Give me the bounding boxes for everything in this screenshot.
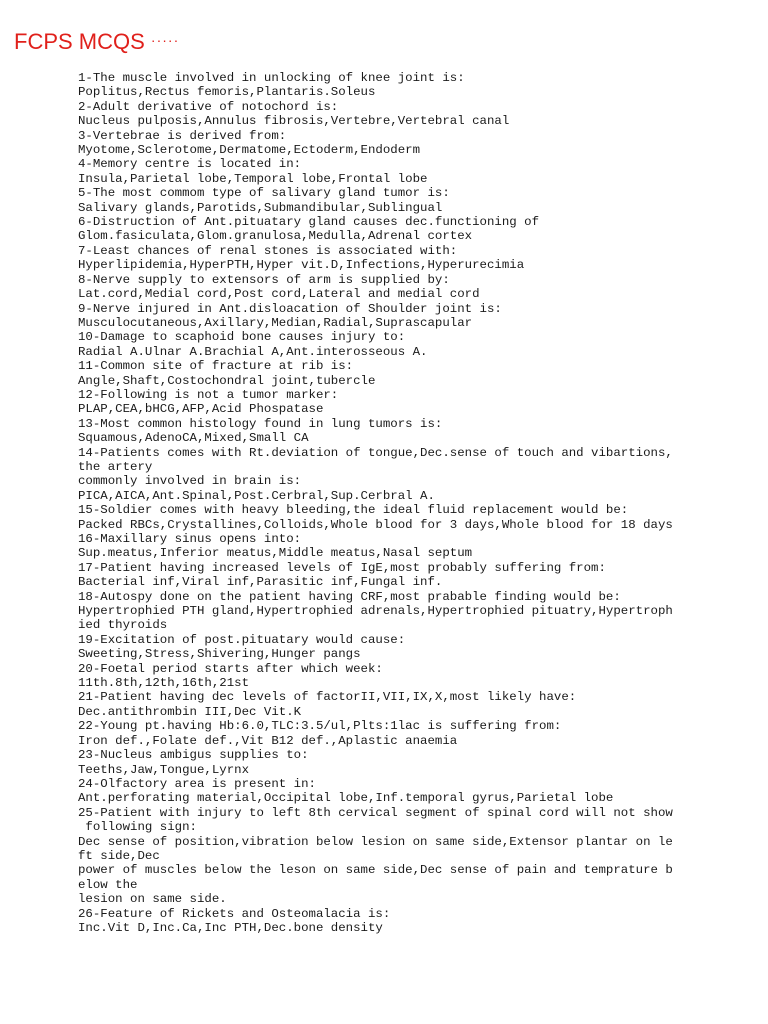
text-line: 25-Patient with injury to left 8th cervical segment of spinal cord will not show [78,805,673,820]
text-line: 11th.8th,12th,16th,21st [78,676,250,691]
text-line: 13-Most common histology found in lung tumors is: [78,416,443,431]
text-line: Sweeting,Stress,Shivering,Hunger pangs [78,647,361,662]
text-line: Myotome,Sclerotome,Dermatome,Ectoderm,Endoderm [78,143,421,158]
text-line: 26-Feature of Rickets and Osteomalacia is: [78,906,391,921]
text-line: following sign: [78,820,197,835]
text-line: 1-The muscle involved in unlocking of knee joint is: [78,71,465,85]
text-line: commonly involved in brain is: [78,474,302,489]
text-line: the artery [78,459,153,474]
text-line: power of muscles below the leson on same side,Dec sense of pain and temprature b [78,863,673,878]
text-line: Musculocutaneous,Axillary,Median,Radial,Suprascapular [78,315,473,330]
mcq-text-body [78,71,698,935]
text-line: 20-Foetal period starts after which week: [78,661,383,676]
page-title [14,26,179,56]
text-line: Dec.antithrombin III,Dec Vit.K [78,704,302,719]
text-line: 3-Vertebrae is derived from: [78,128,287,143]
text-line: 22-Young pt.having Hb:6.0,TLC:3.5/ul,Plts:1lac is suffering from: [78,719,562,734]
text-line: 2-Adult derivative of notochord is: [78,99,339,114]
text-line: 18-Autospy done on the patient having CRF,most prabable finding would be: [78,589,621,604]
text-line: 12-Following is not a tumor marker: [78,387,339,402]
text-line: 19-Excitation of post.pituatary would cause: [78,632,406,647]
text-line: Insula,Parietal lobe,Temporal lobe,Frontal lobe [78,171,428,186]
text-line: PICA,AICA,Ant.Spinal,Post.Cerbral,Sup.Cerbral A. [78,488,435,503]
text-line: Sup.meatus,Inferior meatus,Middle meatus,Nasal septum [78,546,473,561]
text-line: Teeths,Jaw,Tongue,Lyrnx [78,762,250,777]
text-line: Hypertrophied PTH gland,Hypertrophied adrenals,Hypertrophied pituatry,Hypertroph [78,604,673,619]
text-line: ied thyroids [78,618,168,633]
text-line: 4-Memory centre is located in: [78,157,302,172]
text-line: 14-Patients comes with Rt.deviation of tongue,Dec.sense of touch and vibartions, [78,445,673,460]
text-line: Angle,Shaft,Costochondral joint,tubercle [78,373,376,388]
text-line: 16-Maxillary sinus opens into: [78,532,302,546]
text-line: Glom.fasiculata,Glom.granulosa,Medulla,Adrenal cortex [78,229,473,244]
title-dots: ····· [150,32,180,48]
text-line: 15-Soldier comes with heavy bleeding,the ideal fluid replacement would be: [78,503,629,518]
text-line: Hyperlipidemia,HyperPTH,Hyper vit.D,Infections,Hyperurecimia [78,258,525,273]
text-line: 5-The most commom type of salivary gland tumor is: [78,186,450,201]
text-line: 11-Common site of fracture at rib is: [78,359,354,374]
text-line: Nucleus pulposis,Annulus fibrosis,Vertebre,Vertebral canal [78,114,510,129]
text-line: lesion on same side. [78,892,227,907]
title-text: FCPS MCQS [14,29,145,54]
text-line: Lat.cord,Medial cord,Post cord,Lateral and medial cord [78,287,480,302]
text-line: ft side,Dec [78,848,160,863]
text-line: Poplitus,Rectus femoris,Plantaris.Soleus [78,85,376,100]
text-line: 17-Patient having increased levels of IgE,most probably suffering from: [78,560,606,575]
text-line: Dec sense of position,vibration below lesion on same side,Extensor plantar on le [78,834,673,849]
text-line: 7-Least chances of renal stones is associated with: [78,243,458,258]
text-line: 6-Distruction of Ant.pituatary gland causes dec.functioning of [78,215,540,230]
text-line: Ant.perforating material,Occipital lobe,Inf.temporal gyrus,Parietal lobe [78,791,614,806]
text-line: 10-Damage to scaphoid bone causes injury to: [78,330,406,345]
text-line: Bacterial inf,Viral inf,Parasitic inf,Fungal inf. [78,575,443,590]
text-line: 23-Nucleus ambigus supplies to: [78,748,309,763]
text-line: Packed RBCs,Crystallines,Colloids,Whole blood for 3 days,Whole blood for 18 days [78,517,673,532]
text-line: 8-Nerve supply to extensors of arm is supplied by: [78,272,450,287]
text-line: 9-Nerve injured in Ant.disloacation of Shoulder joint is: [78,301,502,316]
text-line: PLAP,CEA,bHCG,AFP,Acid Phospatase [78,402,324,417]
text-line: Squamous,AdenoCA,Mixed,Small CA [78,431,309,446]
text-line: Iron def.,Folate def.,Vit B12 def.,Aplastic anaemia [78,733,458,748]
text-line: 24-Olfactory area is present in: [78,776,316,791]
text-line: Salivary glands,Parotids,Submandibular,Sublingual [78,200,443,215]
text-line: Inc.Vit D,Inc.Ca,Inc PTH,Dec.bone density [78,920,383,935]
text-line: Radial A.Ulnar A.Brachial A,Ant.interosseous A. [78,344,428,359]
text-line: elow the [78,877,138,892]
text-line: 21-Patient having dec levels of factorII,VII,IX,X,most likely have: [78,690,577,705]
